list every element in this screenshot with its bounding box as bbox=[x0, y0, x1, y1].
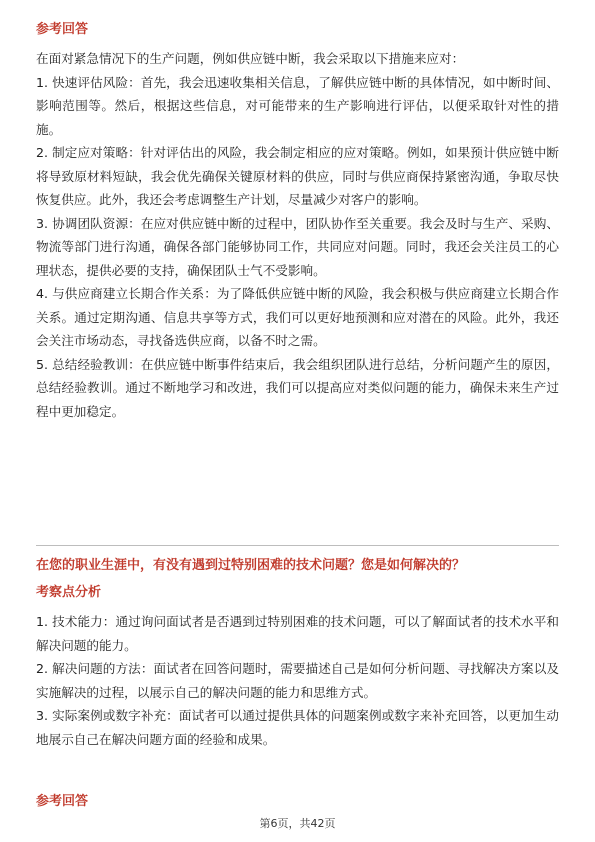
page-number: 第6页，共42页 bbox=[259, 817, 336, 830]
reference-answer-heading-2: 参考回答 bbox=[36, 794, 89, 809]
reference-answer-heading: 参考回答 bbox=[36, 22, 89, 37]
question-title: 在您的职业生涯中，有没有遇到过特别困难的技术问题？您是如何解决的？ bbox=[36, 558, 466, 573]
answer-point-1: 1. 快速评估风险：首先，我会迅速收集相关信息，了解供应链中断的具体情况，如中断时间、影响范围等。然后，根据这些信息，对可能带来的生产影响进行评估，以便采取针对性的措施。 bbox=[36, 74, 559, 137]
assessment-point-3: 3. 实际案例或数字补充：面试者可以通过提供具体的问题案例或数字来补充回答，以更加生动地展示自己在解决问题方面的经验和成果。 bbox=[36, 708, 559, 747]
reference-answer-body bbox=[36, 47, 559, 423]
answer-point-5: 5. 总结经验教训：在供应链中断事件结束后，我会组织团队进行总结，分析问题产生的原因，总结经验教训。通过不断地学习和改进，我们可以提高应对类似问题的能力，确保未来生产过程中更加稳定。 bbox=[36, 356, 559, 419]
assessment-point-1: 1. 技术能力：通过询问面试者是否遇到过特别困难的技术问题，可以了解面试者的技术水平和解决问题的能力。 bbox=[36, 614, 559, 653]
answer-point-4: 4. 与供应商建立长期合作关系：为了降低供应链中断的风险，我会积极与供应商建立长期合作关系。通过定期沟通、信息共享等方式，我们可以更好地预测和应对潜在的风险。此外，我还会关注市场动态，寻找备选供应商，以备不时之需。 bbox=[36, 286, 559, 348]
assessment-point-2: 2. 解决问题的方法：面试者在回答问题时，需要描述自己是如何分析问题、寻找解决方案以及实施解决的过程，以展示自己的解决问题的能力和思维方式。 bbox=[36, 661, 559, 700]
assessment-points-heading: 考察点分析 bbox=[36, 585, 102, 600]
answer-point-3: 3. 协调团队资源：在应对供应链中断的过程中，团队协作至关重要。我会及时与生产、采购、物流等部门进行沟通，确保各部门能够协同工作，共同应对问题。同时，我还会关注员工的心理状态，提供必要的支持，确保团队士气不受影响。 bbox=[36, 215, 559, 278]
assessment-points-body bbox=[36, 610, 559, 751]
intro-paragraph: 在面对紧急情况下的生产问题，例如供应链中断，我会采取以下措施来应对： bbox=[36, 51, 465, 66]
answer-point-2: 2. 制定应对策略：针对评估出的风险，我会制定相应的应对策略。例如，如果预计供应链中断将导致原材料短缺，我会优先确保关键原材料的供应，同时与供应商保持紧密沟通，争取尽快恢复供应。此外，我还会考虑调整生产计划，尽量减少对客户的影响。 bbox=[36, 145, 559, 207]
section-divider bbox=[36, 545, 559, 546]
